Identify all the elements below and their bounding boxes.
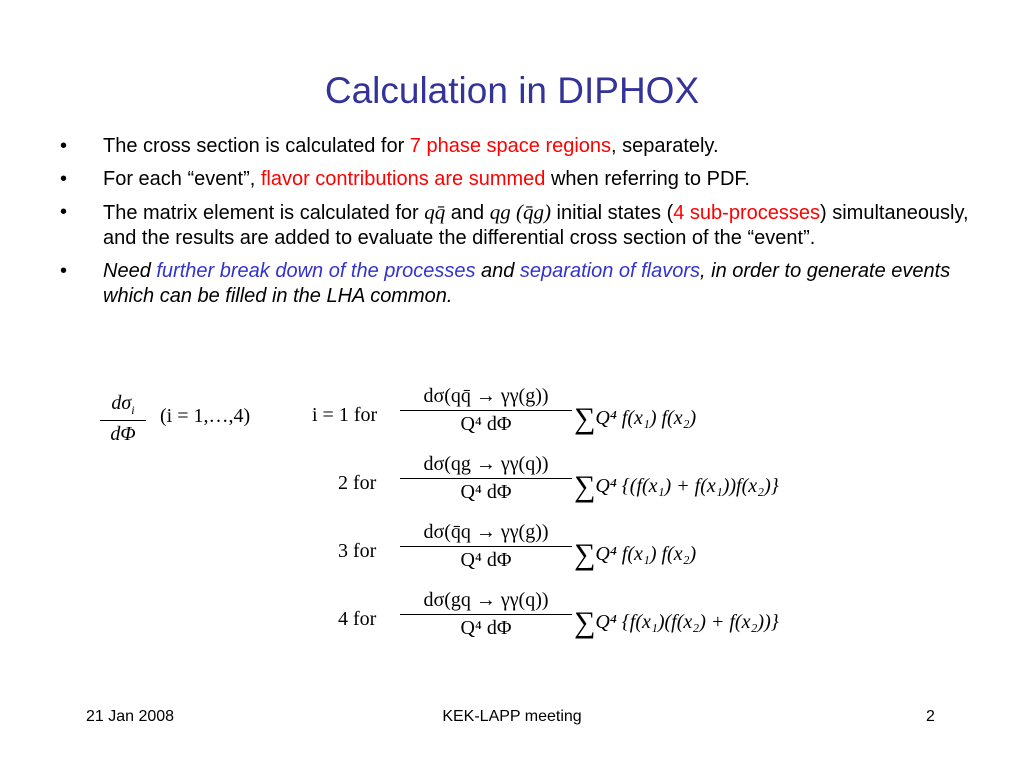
bullet-text: For each “event”, [103,168,261,190]
bullet-dot: • [60,168,68,190]
bullet-text: The matrix element is calculated for [103,202,425,224]
row-fraction: $\frac{d\sigma(q̄q \to \gamma\gamma(g))}{\text{Q⁴ dΦ}}$ [400,521,572,572]
bullet-item [60,259,980,309]
bullet-text: and [445,202,490,224]
bullet-item [60,200,980,251]
row-fraction: $\frac{d\sigma(gq \to \gamma\gamma(q))}{\text{Q⁴ dΦ}}$ [400,589,572,640]
bullet-dot: • [60,201,68,223]
bullet-text: initial states ( [550,202,674,224]
sum-symbol: ∑ [574,538,596,571]
bullet-text: when referring to PDF. [545,168,750,190]
lhs-fraction: $d\sigma_i$ dΦ [100,392,146,446]
math-qqbar: qq̄ [424,200,446,224]
sum-symbol: ∑ [574,402,596,435]
bullet-text: , separately. [611,135,719,157]
sum-symbol: ∑ [574,606,596,639]
row-pdf-sum: ∑Q⁴ {(f(x₁) + f(x₁))f(x₂)} [574,470,779,503]
math-qg: qg (q̄g) [489,200,551,224]
footer-date: 21 Jan 2008 [86,708,175,725]
bullet-text: and [475,260,520,282]
bullet-highlight: further break down of the processes [156,260,476,282]
row-label: i = 1 for [312,404,378,426]
bullet-item [60,134,980,159]
bullet-text: ) simultaneously, and the results are added to evaluate the differential cross section of the “event”. [103,202,969,249]
row-fraction: $\frac{d\sigma(qg \to \gamma\gamma(q))}{\text{Q⁴ dΦ}}$ [400,453,572,504]
row-fraction: $\frac{d\sigma(qq̄ \to \gamma\gamma(g))}{\text{Q⁴ dΦ}}$ [400,385,572,436]
row-label: 2 for [338,472,377,494]
bullet-dot: • [60,135,68,157]
bullet-text: The cross section is calculated for [103,135,410,157]
bullet-item [60,167,980,192]
row-pdf-sum: ∑Q⁴ f(x₁) f(x₂) [574,538,697,571]
bullet-highlight: 7 phase space regions [409,135,612,157]
row-label: 3 for [338,540,377,562]
bullet-text: , in order to generate events which can be filled in the LHA common. [103,260,951,307]
bullet-highlight: 4 sub-processes [673,202,820,224]
row-pdf-sum: ∑Q⁴ {f(x₁)(f(x₂) + f(x₂))} [574,606,779,639]
footer-meeting: KEK-LAPP meeting [442,708,582,725]
slide-title: Calculation in DIPHOX [324,70,700,111]
sum-symbol: ∑ [574,470,596,503]
bullet-highlight: flavor contributions are summed [260,168,546,190]
footer-page-number: 2 [926,708,935,725]
bullet-dot: • [60,260,68,282]
bullet-list [60,134,980,317]
row-pdf-sum: ∑Q⁴ f(x₁) f(x₂) [574,402,697,435]
bullet-text: Need [103,260,157,282]
row-label: 4 for [338,608,377,630]
bullet-highlight: separation of flavors [519,260,701,282]
index-range: (i = 1,…,4) [160,405,251,427]
